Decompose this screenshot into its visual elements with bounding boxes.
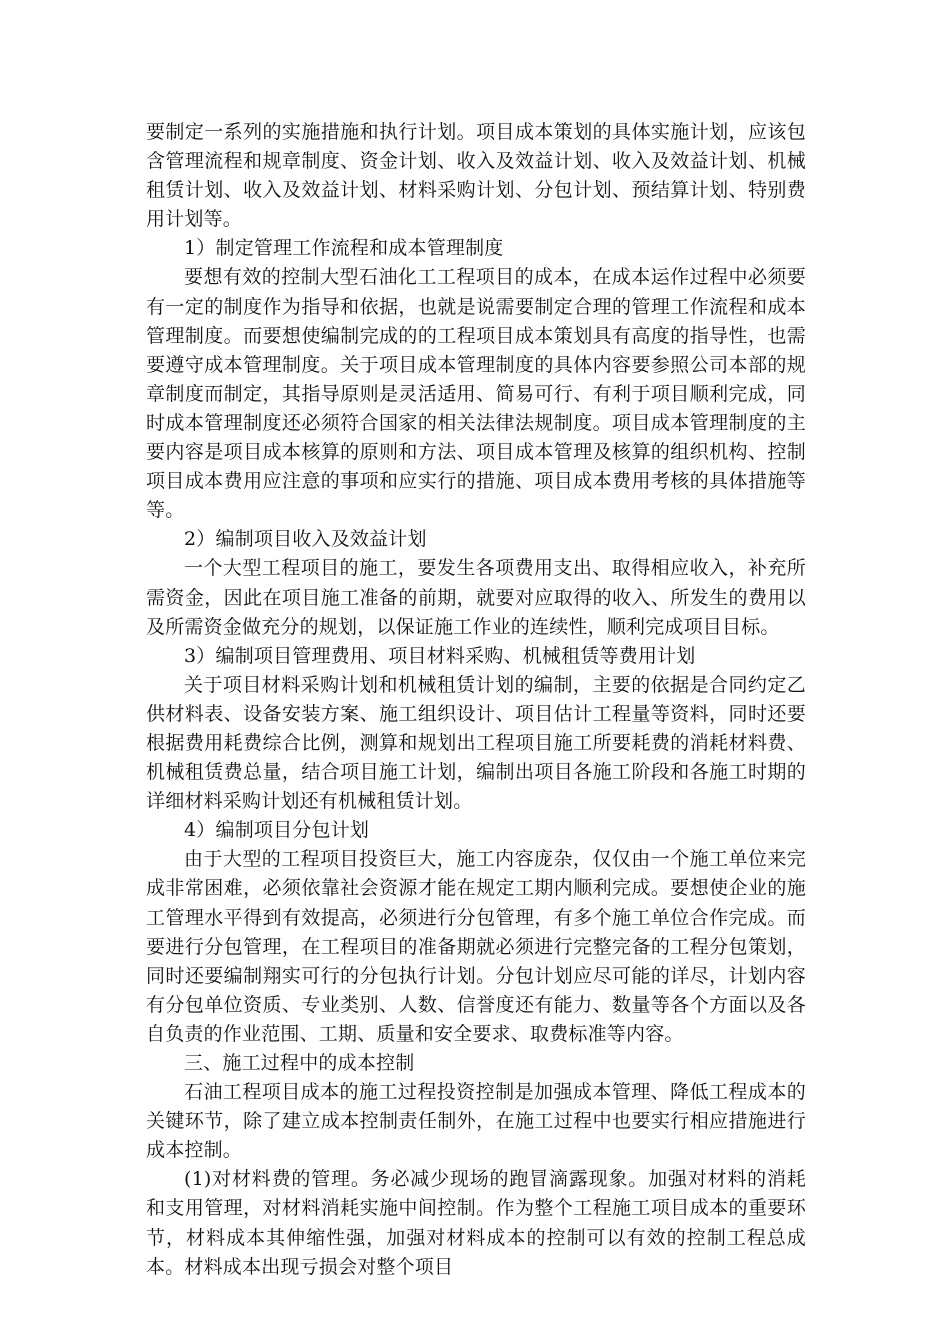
subheading: 2）编制项目收入及效益计划	[184, 528, 427, 551]
body-paragraph: 关于项目材料采购计划和机械租赁计划的编制，主要的依据是合同约定乙供材料表、设备安装方案、施工组织设计、项目估计工程量等资料，同时还要根据费用耗费综合比例，测算和规划出工程项目施工所要耗费的消耗材料费、机械租赁费总量，结合项目施工计划，编制出项目各施工阶段和各施工时期的详细材料采购计划还有机械租赁计划。	[146, 673, 806, 813]
body-paragraph: 一个大型工程项目的施工，要发生各项费用支出、取得相应收入，补充所需资金，因此在项目施工准备的前期，就要对应取得的收入、所发生的费用以及所需资金做充分的规划，以保证施工作业的连续性，顺利完成项目目标。	[146, 557, 806, 638]
body-paragraph: 石油工程项目成本的施工过程投资控制是加强成本管理、降低工程成本的关键环节，除了建立成本控制责任制外，在施工过程中也要实行相应措施进行成本控制。	[146, 1081, 806, 1162]
body-paragraph: (1)对材料费的管理。务必减少现场的跑冒滴露现象。加强对材料的消耗和支用管理，对材料消耗实施中间控制。作为整个工程施工项目成本的重要环节，材料成本其伸缩性强，加强对材料成本的控制可以有效的控制工程总成本。材料成本出现亏损会对整个项目	[146, 1168, 806, 1278]
section-heading: 三、施工过程中的成本控制	[184, 1052, 415, 1074]
subheading: 1）制定管理工作流程和成本管理制度	[184, 237, 504, 260]
subheading: 3）编制项目管理费用、项目材料采购、机械租赁等费用计划	[184, 644, 696, 667]
subheading: 4）编制项目分包计划	[184, 819, 370, 842]
body-paragraph: 要想有效的控制大型石油化工工程项目的成本，在成本运作过程中必须要有一定的制度作为指导和依据，也就是说需要制定合理的管理工作流程和成本管理制度。而要想使编制完成的的工程项目成本策划具有高度的指导性，也需要遵守成本管理制度。关于项目成本管理制度的具体内容要参照公司本部的规章制度而制定，其指导原则是灵活适用、简易可行、有利于项目顺利完成，同时成本管理制度还必须符合国家的相关法律法规制度。项目成本管理制度的主要内容是项目成本核算的原则和方法、项目成本管理及核算的组织机构、控制项目成本费用应注意的事项和应实行的措施、项目成本费用考核的具体措施等等。	[146, 266, 806, 522]
body-paragraph: 由于大型的工程项目投资巨大，施工内容庞杂，仅仅由一个施工单位来完成非常困难，必须依靠社会资源才能在规定工期内顺利完成。要想使企业的施工管理水平得到有效提高，必须进行分包管理，有多个施工单位合作完成。而要进行分包管理，在工程项目的准备期就必须进行完整完备的工程分包策划，同时还要编制翔实可行的分包执行计划。分包计划应尽可能的详尽，计划内容有分包单位资质、专业类别、人数、信誉度还有能力、数量等各个方面以及各自负责的作业范围、工期、质量和安全要求、取费标准等内容。	[146, 848, 806, 1045]
document-page	[146, 118, 806, 1282]
body-paragraph: 要制定一系列的实施措施和执行计划。项目成本策划的具体实施计划，应该包含管理流程和规章制度、资金计划、收入及效益计划、收入及效益计划、机械租赁计划、收入及效益计划、材料采购计划、分包计划、预结算计划、特别费用计划等。	[146, 121, 806, 231]
